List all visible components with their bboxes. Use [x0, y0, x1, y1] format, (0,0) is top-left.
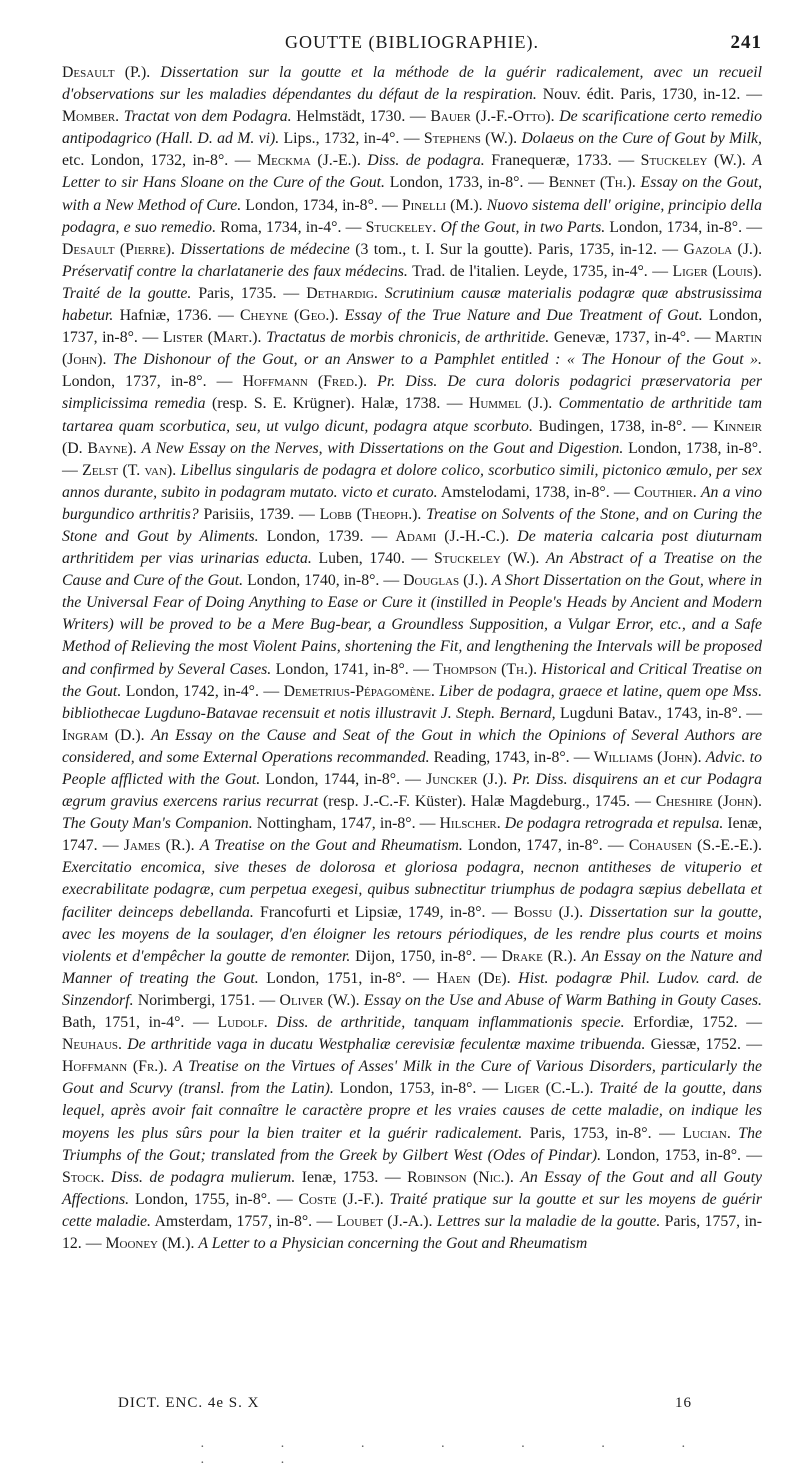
entry-author: Thompson (Th.). [433, 660, 538, 678]
entry-imprint: Roma, 1734, in-4°. [220, 218, 342, 236]
entry-author: Stuckeley (W.). [640, 152, 746, 170]
bibliography-entry: — Meckma (J.-E.). Diss. de podagra. Franequeræ, 1733. [234, 152, 612, 170]
bibliography-entry: — Neuhaus. De arthritide vaga in ducatu Westphaliæ cerevisiæ feculentæ maxime tribuenda. Giessæ, 1752. [62, 1014, 762, 1054]
entry-imprint: Franequeræ, 1733. [491, 152, 612, 170]
entry-author: Drake (R.). [501, 947, 577, 965]
entry-title: Tractatus de morbis chronicis, de arthritide. [266, 329, 550, 347]
entry-title: Traité pratique sur la goutte et sur les moyens de guérir cette maladie. [62, 1190, 763, 1230]
bibliography-entry: — Lister (Mart.). Tractatus de morbis chronicis, de arthritide. Genevæ, 1737, in-4°. [142, 329, 690, 347]
bibliography-entry: — Cheyne (Geo.). Essay of the True Nature and Due Treatment of Gout. London, 1737, in-8°. [62, 307, 763, 347]
entry-imprint: London, 1738, in-8°. [628, 439, 762, 457]
entry-author: Stuckeley (W.). [433, 550, 540, 568]
bibliography-entry: — Juncker (J.). Pr. Diss. disquirens an et cur Podagra ægrum gravius exercens rarius recurrat (resp. J.-C.-F. Küster). Halæ Magdeburg., 1745. [62, 771, 763, 811]
entry-author: Kinneir (D. Bayne). [62, 417, 762, 457]
entry-title: Traité de la goutte. [62, 284, 192, 302]
entry-title: De scarificatione certo remedio antipodagrico (Hall. D. ad M. vi). [62, 108, 762, 148]
entry-author: Demetrius-Pépagomène. [283, 682, 435, 700]
entry-author: Mooney (M.). [105, 1234, 195, 1252]
bibliography-entry: — Momber. Tractat von dem Podagra. Helmstädt, 1730. [62, 86, 762, 126]
sheet-number: 16 [675, 1395, 692, 1411]
running-header [62, 20, 762, 60]
entry-author: Desault (P.). [62, 64, 151, 81]
entry-title: Préservatif contre la charlatanerie des faux médecins. [62, 262, 408, 280]
entry-title: Diss. de arthritide, tanquam inflammationis specie. [276, 1014, 625, 1032]
entry-author: Hummel (J.). [468, 395, 553, 413]
entry-author: Hilscher. [439, 815, 501, 833]
entry-author: Desault (Pierre). [62, 240, 175, 258]
entry-imprint: London, 1741, in-8°. [275, 660, 409, 678]
entry-author: Ingram (D.). [62, 726, 145, 744]
entry-title: Essay on the Gout, with a New Method of Cure. [62, 174, 763, 214]
bibliography-entry: — Demetrius-Pépagomène. Liber de podagra, graece et latine, quem ope Mss. bibliothecae Lugduno-Batavae recensuit et notis illustravit J. Steph. Bernard, Lugduni Batav., 1743, in-8°. [62, 682, 763, 722]
entry-title: Liber de podagra, graece et latine, quem ope Mss. bibliothecae Lugduno-Batavae recensuit et notis illustravit J. Steph. Bernard, [62, 682, 763, 722]
entry-author: Liger (Louis). [672, 262, 762, 280]
entry-title: A Treatise on the Gout and Rheumatism. [199, 837, 463, 855]
entry-title: Tractat von dem Podagra. [123, 108, 292, 126]
bibliography-entry: — Couthier. An a vino burgundico arthritis? Parisiis, 1739. [62, 483, 762, 523]
bibliography-entry: — Zelst (T. van). Libellus singularis de podagra et dolore colico, scorbutico simili, pictonico æmulo, per sex annos durante, subito in podagram mutato. victo et curato. Amstelodami, 1738, in-8°. [62, 461, 762, 501]
entry-imprint: London, 1740, in-8°. [247, 572, 380, 590]
entry-title: A Letter to sir Hans Sloane on the Cure of the Gout. [62, 152, 763, 192]
entry-title: Pr. Diss. disquirens an et cur Podagra ægrum gravius exercens rarius recurrat [62, 771, 763, 811]
entry-imprint: London, 1747, in-8°. [468, 837, 603, 855]
bibliography-entry: — Liger (C.-L.). Traité de la goutte, dans lequel, après avoir fait connaître le caractère propre et les vraies causes de cette maladie, on indique les moyens les plus sûrs pour la bien traiter et la guérir radicalement. Paris, 1753, in-8°. [62, 1080, 762, 1142]
entry-author: Williams (John). [593, 748, 702, 766]
entry-imprint: Paris, 1757, in-12. [62, 1212, 762, 1252]
entry-title: Essay of the True Nature and Due Treatment of Gout. [344, 307, 703, 325]
entry-imprint: London, 1751, in-8°. [266, 969, 406, 987]
entry-title: Essay on the Use and Abuse of Warm Bathing in Gouty Cases. [363, 991, 763, 1009]
entry-author: Loubet (J.-A.). [336, 1212, 433, 1230]
entry-author: Martin (John). [62, 329, 763, 369]
printer-signature: DICT. ENC. 4e S. X [118, 1395, 260, 1411]
entry-imprint: London, 1733, in-8°. [389, 174, 524, 192]
bibliography-entry: — Douglas (J.). A Short Dissertation on the Gout, where in the Universal Fear of Doing Anything to Ease or Cure it (instilled in People's Heads by Ancient and Modern Writers) will be proved to be a Mere Bug-bear, a Groundless Supposition, a Vulgar Error, etc., and a Safe Method of Relieving the most Violent Pains, shortening the Fit, and lengthening the Intervals will be proposed and confirmed by Several Cases. London, 1741, in-8°. [62, 572, 763, 678]
entry-imprint: London, 1737, in-8°. [62, 307, 763, 347]
bibliography-entry: — Thompson (Th.). Historical and Critical Treatise on the Gout. London, 1742, in-4°. [62, 660, 763, 700]
entry-imprint: London, 1739. [266, 527, 364, 545]
entry-title: The Triumphs of the Gout; translated from the Greek by Gilbert West (Odes of Pindar). [62, 1124, 762, 1164]
entry-author: Cheyne (Geo.). [240, 307, 339, 325]
entry-author: Adami (J.-H.-C.). [395, 527, 510, 545]
entry-title: Pr. Diss. De cura doloris podagrici præservatoria per simplicissima remedia [62, 373, 763, 413]
entry-imprint: Reading, 1743, in-8°. [433, 748, 570, 766]
entry-title: Dissertation sur la goutte et la méthode de la guérir radicalement, avec un recueil d'observations sur les maladies dépendantes du défaut de la respiration. [62, 64, 762, 104]
entry-title: A New Essay on the Nerves, with Dissertations on the Gout and Digestion. [141, 439, 624, 457]
entry-imprint: Luben, 1740. [318, 550, 405, 568]
entry-author: Oliver (W.). [279, 991, 360, 1009]
entry-title: An Abstract of a Treatise on the Cause and Cure of the Gout. [62, 550, 762, 590]
bibliography-entry: — Stuckeley (W.). An Abstract of a Treatise on the Cause and Cure of the Gout. London, 1740, in-8°. [62, 550, 762, 590]
bibliography-entry: — Lucian. The Triumphs of the Gout; translated from the Greek by Gilbert West (Odes of Pindar). London, 1753, in-8°. [62, 1124, 762, 1164]
bibliography-entry: — Ludolf. Diss. de arthritide, tanquam inflammationis specie. Erfordiæ, 1752. [193, 1014, 738, 1032]
bibliography-entry: — Stuckeley (W.). A Letter to sir Hans Sloane on the Cure of the Gout. London, 1733, in-8°. [62, 152, 763, 192]
entry-author: Liger (C.-L.). [504, 1080, 594, 1098]
entry-title: Lettres sur la maladie de la goutte. [436, 1212, 661, 1230]
entry-imprint: Francofurti et Lipsiæ, 1749, in-8°. [260, 903, 486, 921]
entry-imprint: Nottingham, 1747, in-8°. [256, 815, 416, 833]
entry-title: An Essay of the Gout and all Gouty Affections. [62, 1168, 762, 1208]
entry-imprint: Hafniæ, 1736. [119, 307, 212, 325]
entry-title: Advic. to People afflicted with the Gout. [62, 748, 762, 788]
entry-imprint: Lugduni Batav., 1743, in-8°. [560, 704, 742, 722]
entry-title: Nuovo sistema dell' origine, principio della podagra, e suo remedio. [62, 196, 763, 236]
bibliography-entry: — Martin (John). The Dishonour of the Gout, or an Answer to a Pamphlet entitled : « The Honour of the Gout ». London, 1737, in-8°. [62, 329, 763, 391]
entry-author: Stock. [62, 1168, 105, 1186]
entry-imprint: Nouv. édit. Paris, 1730, in-12. [542, 86, 741, 104]
entry-author: Cheshire (John). [655, 793, 762, 811]
entry-imprint: Ienæ, 1753. [301, 1168, 379, 1186]
bibliography-entry: — Kinneir (D. Bayne). A New Essay on the Nerves, with Dissertations on the Gout and Digestion. London, 1738, in-8°. [62, 417, 762, 457]
bibliography-text [62, 62, 762, 1255]
entry-author: Dethardig. [306, 284, 378, 302]
entry-author: Bossu (J.). [513, 903, 584, 921]
entry-title: Dolaeus on the Cure of Gout by Milk, [521, 130, 762, 148]
entry-author: Couthier. [633, 483, 697, 501]
entry-title: A Short Dissertation on the Gout, where in the Universal Fear of Doing Anything to Ease or Cure it (instilled in People's Heads by Ancient and Modern Writers) will be proved to be a Mere Bug-bear, a Groundless Supposition, a Vulgar Error, etc., and a Safe Method of Relieving the most Violent Pains, shortening the Fit, and lengthening the Intervals will be proposed and confirmed by Several Cases. [62, 572, 763, 678]
entry-imprint: Bath, 1751, in-4°. [62, 1014, 185, 1032]
bibliography-entry: — Cheshire (John). The Gouty Man's Companion. Nottingham, 1747, in-8°. [62, 793, 762, 833]
entry-author: Neuhaus. [62, 1036, 122, 1054]
entry-imprint: London, 1737, in-8°. [62, 373, 207, 391]
entry-title: Dissertations de médecine [180, 240, 350, 258]
entry-imprint: Paris, 1753, in-8°. [529, 1124, 652, 1142]
entry-author: Meckma (J.-E.). [257, 152, 361, 170]
bibliography-entry: — Loubet (J.-A.). Lettres sur la maladie de la goutte. Paris, 1757, in-12. [62, 1212, 762, 1252]
bibliography-entry: — Lobb (Theoph.). Treatise on Solvents of the Stone, and on Curing the Stone and Gout by Aliments. London, 1739. [62, 505, 762, 545]
bibliography-entry: — Pinelli (M.). Nuovo sistema dell' origine, principio della podagra, e suo remedio. Roma, 1734, in-4°. [62, 196, 763, 236]
entry-title: Libellus singularis de podagra et dolore colico, scorbutico simili, pictonico æmulo, per sex annos durante, subito in podagram mutato. victo et curato. [62, 461, 762, 501]
bibliography-entry: — Hoffmann (Fred.). Pr. Diss. De cura doloris podagrici præservatoria per simplicissima remedia (resp. S. E. Krügner). Halæ, 1738. [62, 373, 763, 413]
running-title: GOUTTE (BIBLIOGRAPHIE). [285, 32, 539, 52]
entry-imprint: Budingen, 1738, in-8°. [538, 417, 687, 435]
entry-title: Of the Gout, in two Parts. [440, 218, 606, 236]
entry-author: Bennet (Th.). [548, 174, 636, 192]
entry-title: De podagra retrograda et repulsa. [504, 815, 724, 833]
entry-imprint: Paris, 1735. [198, 284, 277, 302]
entry-imprint: London, 1753, in-8°. [606, 1146, 742, 1164]
bibliography-entry: — Gazola (J.). Préservatif contre la charlatanerie des faux médecins. Trad. de l'italien. Leyde, 1735, in-4°. [62, 240, 763, 280]
entry-author: Lobb (Theoph.). [319, 505, 422, 523]
entry-author: Cohausen (S.-E.-E.). [628, 837, 763, 855]
entry-author: Hoffmann (Fr.). [62, 1058, 168, 1076]
bibliography-entry: — Cohausen (S.-E.-E.). Exercitatio encomica, sive theses de dolorosa et gloriosa podagra, necnon antitheses de vituperio et execrabilitate podagræ, cum perpetua exegesi, quibus subnectitur triumphus de podagra sæpius debellata et faciliter deinceps debellanda. Francofurti et Lipsiæ, 1749, in-8°. [62, 837, 763, 921]
entry-author: Zelst (T. van). [82, 461, 177, 479]
bibliography-entry: — Stuckeley. Of the Gout, in two Parts. London, 1734, in-8°. [345, 218, 743, 236]
entry-title: Scrutinium causæ materialis podagræ quæ abstrusissima habetur. [62, 284, 763, 325]
entry-author: Stephens (W.). [423, 130, 518, 148]
entry-title: Treatise on Solvents of the Stone, and on Curing the Stone and Gout by Aliments. [62, 505, 762, 545]
entry-title: An a vino burgundico arthritis? [62, 483, 762, 523]
bibliography-entry: — Bennet (Th.). Essay on the Gout, with a New Method of Cure. London, 1734, in-8°. [62, 174, 763, 214]
bibliography-entry: — Haen (De). Hist. podagræ Phil. Ludov. card. de Sinzendorf. Norimbergi, 1751. [62, 969, 763, 1009]
entry-title: Historical and Critical Treatise on the Gout. [62, 660, 763, 700]
entry-title: De materia calcaria post diuturnam arthritidem per vias urinarias educta. [62, 527, 762, 568]
entry-author: Pinelli (M.). [401, 196, 483, 214]
entry-imprint: Amstelodami, 1738, in-8°. [440, 483, 610, 501]
entry-title: A Treatise on the Virtues of Asses' Milk in the Cure of Various Disorders, particularly the Gout and Scurvy (transl. from the Latin). [62, 1058, 762, 1098]
entry-title: Exercitatio encomica, sive theses de dolorosa et gloriosa podagra, necnon antitheses de vituperio et execrabilitate podagræ, cum perpetua exegesi, quibus subnectitur triumphus de podagra sæpius debellata et faciliter deinceps debellanda. [62, 859, 762, 921]
bibliography-entry: — Williams (John). Advic. to People afflicted with the Gout. London, 1744, in-8°. [62, 748, 762, 788]
bibliography-entry: — Hilscher. De podagra retrograda et repulsa. Ienæ, 1747. [62, 815, 763, 855]
entry-title: The Dishonour of the Gout, or an Answer to a Pamphlet entitled : « The Honour of the Gout ». [113, 351, 763, 369]
entry-author: Lucian. [682, 1124, 731, 1142]
entry-imprint: etc. London, 1732, in-8°. [62, 152, 229, 170]
entry-imprint: Helmstädt, 1730. [296, 108, 406, 126]
entry-author: Gazola (J.). [683, 240, 763, 258]
bibliography-entry: — Robinson (Nic.). An Essay of the Gout and all Gouty Affections. London, 1755, in-8°. [62, 1168, 762, 1208]
entry-author: Douglas (J.). [403, 572, 488, 590]
bibliography-entry: — Oliver (W.). Essay on the Use and Abuse of Warm Bathing in Gouty Cases. Bath, 1751, in-4°. [62, 991, 763, 1032]
entry-imprint: (resp. J.-C.-F. Küster). Halæ Magdeburg., 1745. [323, 793, 631, 811]
entry-title: De arthritide vaga in ducatu Westphaliæ cerevisiæ feculentæ maxime tribuenda. [127, 1036, 646, 1054]
bibliography-entry: — James (R.). A Treatise on the Gout and Rheumatism. London, 1747, in-8°. [102, 837, 603, 855]
entry-author: James (R.). [123, 837, 195, 855]
entry-imprint: London, 1734, in-8°. [245, 196, 378, 214]
entry-imprint: London, 1744, in-8°. [265, 771, 401, 788]
bibliography-entry: — Adami (J.-H.-C.). De materia calcaria post diuturnam arthritidem per vias urinarias educta. Luben, 1740. [62, 527, 762, 568]
entry-imprint: Amsterdam, 1757, in-8°. [154, 1212, 313, 1230]
entry-author: Stuckeley. [365, 218, 437, 236]
entry-title: An Essay on the Cause and Seat of the Gout in which the Opinions of Several Authors are considered, and some External Operations recommanded. [62, 726, 762, 766]
bibliography-entry: — Bossu (J.). Dissertation sur la goutte, avec les moyens de la soulager, d'en éloigner les retours périodiques, de les rendre plus courts et moins violents et d'empêcher la goutte de remonter. Dijon, 1750, in-8°. [62, 903, 762, 965]
entry-title: Hist. podagræ Phil. Ludov. card. de Sinzendorf. [62, 969, 763, 1009]
entry-imprint: Ienæ, 1747. [62, 815, 763, 855]
entry-imprint: Dijon, 1750, in-8°. [355, 947, 477, 965]
entry-imprint: Erfordiæ, 1752. [633, 1014, 738, 1032]
bibliography-entry: — Drake (R.). An Essay on the Nature and Manner of treating the Gout. London, 1751, in-8°. [62, 947, 763, 987]
bibliography-entry: — Stephens (W.). Dolaeus on the Cure of Gout by Milk, etc. London, 1732, in-8°. [62, 130, 762, 170]
entry-imprint: London, 1742, in-4°. [125, 682, 259, 700]
bibliography-entry: — Bauer (J.-F.-Otto). De scarificatione certo remedio antipodagrico (Hall. D. ad M. vi). Lips., 1732, in-4°. [62, 108, 762, 148]
bibliography-entry: — Mooney (M.). A Letter to a Physician concerning the Gout and Rheumatism [85, 1234, 588, 1252]
bibliography-entry [62, 64, 762, 103]
entry-imprint: Parisiis, 1739. [203, 505, 295, 523]
bibliography-entry: — Desault (Pierre). Dissertations de médecine (3 tom., t. I. Sur la goutte). Paris, 1735, in-12. [62, 218, 762, 258]
entry-author: Haen (De). [436, 969, 511, 987]
entry-imprint: London, 1753, in-8°. [339, 1080, 477, 1098]
entry-author: Ludolf. [217, 1014, 268, 1032]
entry-title: Diss. de podagra mulierum. [110, 1168, 296, 1186]
entry-title: Traité de la goutte, dans lequel, après avoir fait connaître le caractère propre et les vraies causes de cette maladie, on indique les moyens les plus sûrs pour la bien traiter et la guérir radicalement. [62, 1080, 762, 1142]
bibliography-entry: — Coste (J.-F.). Traité pratique sur la goutte et sur les moyens de guérir cette maladie. Amsterdam, 1757, in-8°. [62, 1190, 763, 1230]
entry-title: Dissertation sur la goutte, avec les moyens de la soulager, d'en éloigner les retours périodiques, de les rendre plus courts et moins violents et d'empêcher la goutte de remonter. [62, 903, 762, 965]
entry-author: Robinson (Nic.). [407, 1168, 514, 1186]
entry-author: Hoffmann (Fred.). [242, 373, 368, 391]
entry-imprint: London, 1734, in-8°. [609, 218, 743, 236]
bibliography-entry: — Hoffmann (Fr.). A Treatise on the Virtues of Asses' Milk in the Cure of Various Disorders, particularly the Gout and Scurvy (transl. from the Latin). London, 1753, in-8°. [62, 1036, 762, 1098]
entry-imprint: (3 tom., t. I. Sur la goutte). Paris, 1735, in-12. [355, 240, 657, 258]
entry-author: Juncker (J.). [426, 771, 508, 788]
entry-title: A Letter to a Physician concerning the Gout and Rheumatism [198, 1234, 588, 1252]
entry-imprint: Lips., 1732, in-4°. [283, 130, 400, 148]
page-number: 241 [730, 32, 762, 53]
entry-imprint: Norimbergi, 1751. [137, 991, 256, 1009]
bibliography-entry: — Liger (Louis). Traité de la goutte. Paris, 1735. [62, 262, 762, 302]
entry-imprint: Trad. de l'italien. Leyde, 1735, in-4°. [412, 262, 648, 280]
entry-title: The Gouty Man's Companion. [62, 815, 253, 833]
entry-author: Coste (J.-F.). [298, 1190, 384, 1208]
bleed-through-dots: · · · · · · · · · [200, 1440, 722, 1471]
entry-imprint: (resp. S. E. Krügner). Halæ, 1738. [211, 395, 441, 413]
bibliography-entry: — Ingram (D.). An Essay on the Cause and Seat of the Gout in which the Opinions of Several Authors are considered, and some External Operations recommanded. Reading, 1743, in-8°. [62, 704, 763, 766]
entry-title: An Essay on the Nature and Manner of treating the Gout. [62, 947, 763, 987]
bibliography-entry: — Dethardig. Scrutinium causæ materialis podagræ quæ abstrusissima habetur. Hafniæ, 1736. [62, 284, 763, 325]
bibliography-entry: — Hummel (J.). Commentatio de arthritide tam tartarea quam scorbutica, seu, ut vulgo dicunt, podagra atque scorbuto. Budingen, 1738, in-8°. [62, 395, 762, 435]
entry-imprint: Genevæ, 1737, in-4°. [553, 329, 690, 347]
bibliography-entry: — Stock. Diss. de podagra mulierum. Ienæ, 1753. [62, 1146, 762, 1186]
entry-imprint: London, 1755, in-8°. [134, 1190, 271, 1208]
entry-author: Bauer (J.-F.-Otto). [430, 108, 555, 126]
entry-title: Diss. de podagra. [367, 152, 485, 170]
entry-author: Momber. [62, 108, 120, 126]
entry-title: Commentatio de arthritide tam tartarea quam scorbutica, seu, ut vulgo dicunt, podagra atque scorbuto. [62, 395, 762, 435]
entry-imprint: Giessæ, 1752. [650, 1036, 741, 1054]
entry-author: Lister (Mart.). [162, 329, 262, 347]
